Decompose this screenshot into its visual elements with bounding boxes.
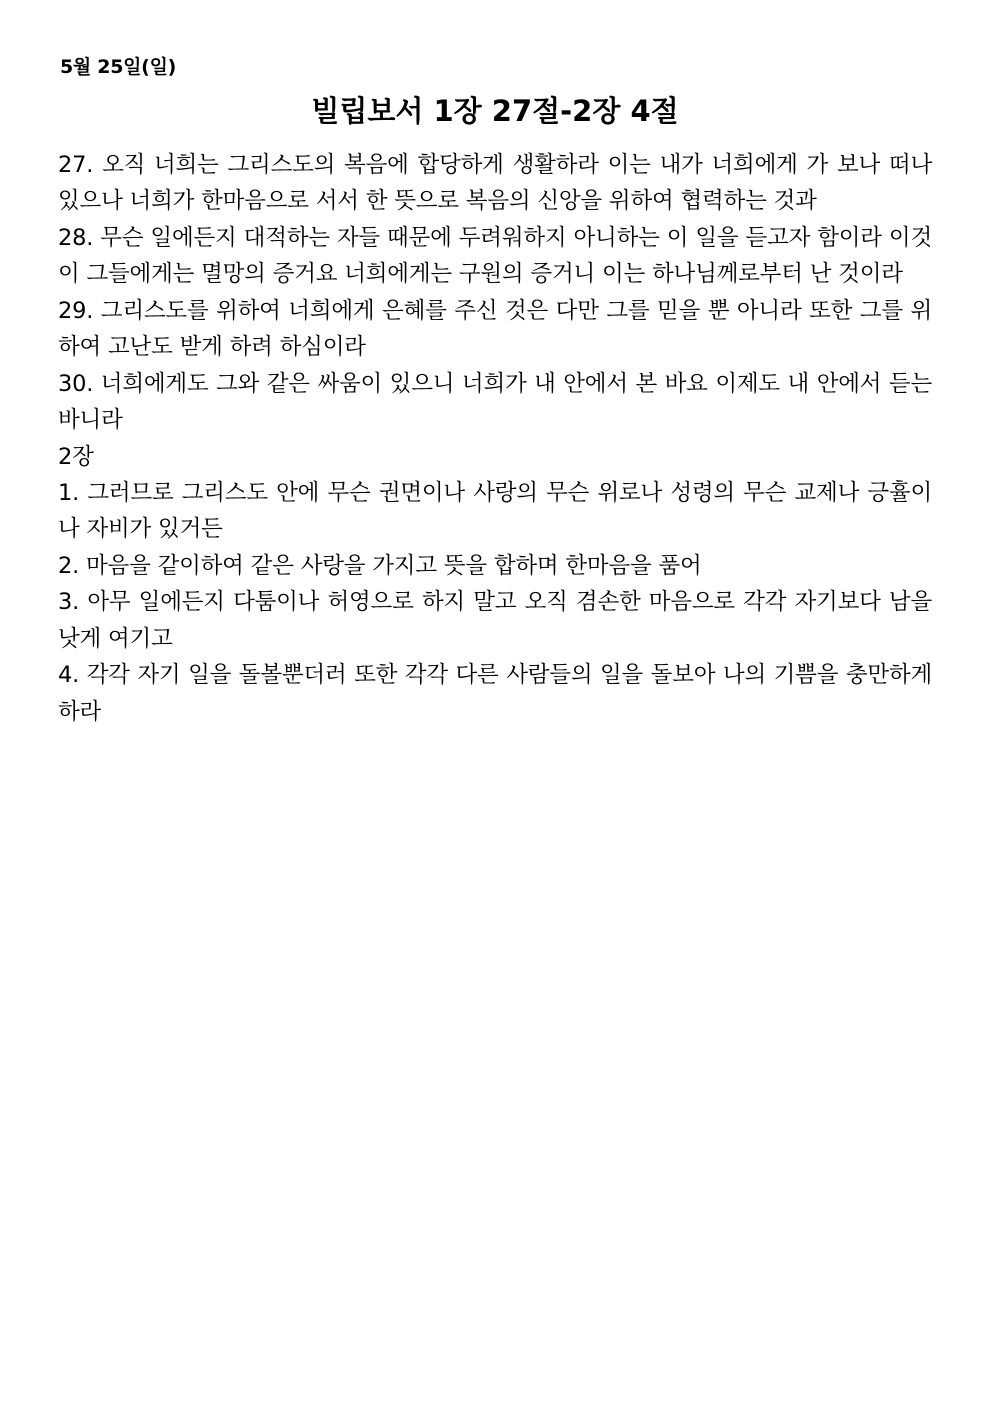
date-line: 5월 25일(일) — [60, 56, 177, 78]
verse-paragraph: 27. 오직 너희는 그리스도의 복음에 합당하게 생활하라 이는 내가 너희에게 가 보나 떠나 있으나 너희가 한마음으로 서서 한 뜻으로 복음의 신앙을 위하여 협력하는 것과 — [58, 152, 932, 215]
page-title: 빌립보서 1장 27절-2장 4절 — [311, 93, 679, 128]
verse-paragraph: 29. 그리스도를 위하여 너희에게 은혜를 주신 것은 다만 그를 믿을 뿐 아니라 또한 그를 위하여 고난도 받게 하려 하심이라 — [58, 297, 932, 361]
verse-paragraph: 30. 너희에게도 그와 같은 싸움이 있으니 너희가 내 안에서 본 바요 이제도 내 안에서 듣는 바니라 — [58, 370, 932, 434]
verse-paragraph: 4. 각각 자기 일을 돌볼뿐더러 또한 각각 다른 사람들의 일을 돌보아 나의 기쁨을 충만하게 하라 — [58, 662, 932, 725]
verse-paragraph: 28. 무슨 일에든지 대적하는 자들 때문에 두려워하지 아니하는 이 일을 듣고자 함이라 이것이 그들에게는 멸망의 증거요 너희에게는 구원의 증거니 이는 하나님께로부터 난 것이라 — [58, 224, 932, 288]
scripture-body — [58, 147, 932, 730]
chapter-marker: 2장 — [58, 443, 94, 470]
verse-paragraph: 3. 아무 일에든지 다툼이나 허영으로 하지 말고 오직 겸손한 마음으로 각각 자기보다 남을 낫게 여기고 — [58, 589, 933, 652]
verse-paragraph: 1. 그러므로 그리스도 안에 무슨 권면이나 사랑의 무슨 위로나 성령의 무슨 교제나 긍휼이나 자비가 있거든 — [58, 479, 933, 543]
verse-paragraph: 2. 마음을 같이하여 같은 사랑을 가지고 뜻을 합하며 한마음을 품어 — [58, 552, 702, 579]
